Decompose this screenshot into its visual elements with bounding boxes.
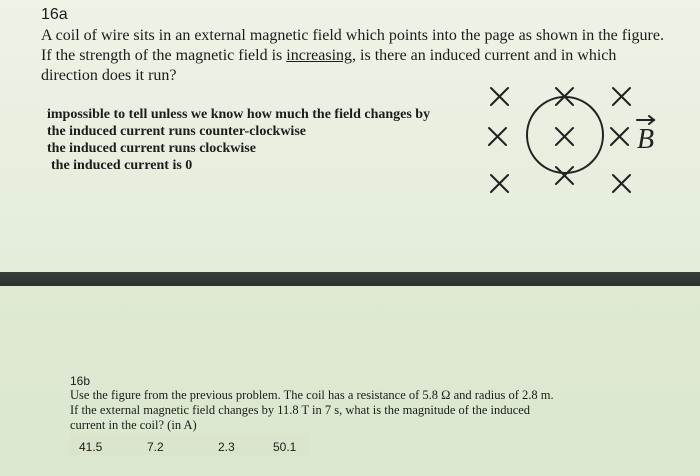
answer-option-3[interactable]: 2.3 (218, 440, 235, 454)
choice-counter-clockwise[interactable]: the induced current runs counter-clockwise (47, 124, 306, 139)
q16b-line-1: Use the figure from the previous problem. The coil has a resistance of 5.8 Ω and radius of 2.8 m. (70, 388, 554, 402)
q16b-line-2: If the external magnetic field changes by 11.8 T in 7 s, what is the magnitude of the induced (70, 403, 531, 417)
prompt-emphasis: increasing (286, 47, 353, 64)
field-x-mark-9 (613, 175, 630, 192)
prompt-line-2a: If the strength of the magnetic field is (41, 47, 287, 64)
vector-arrow-icon (637, 116, 654, 124)
field-x-mark-4 (489, 128, 506, 145)
field-x-mark-8 (556, 167, 573, 184)
question-number-16a: 16a (41, 6, 68, 23)
prompt-line-2 (41, 46, 671, 66)
field-x-mark-5 (556, 128, 573, 145)
choice-impossible[interactable]: impossible to tell unless we know how much the field changes by (47, 107, 431, 122)
choice-zero[interactable]: the induced current is 0 (51, 158, 193, 173)
answer-option-2[interactable]: 7.2 (147, 440, 164, 454)
divider-bar (0, 272, 700, 286)
q16b-line-3: current in the coil? (in A) (70, 418, 197, 432)
answer-choices-16a (47, 106, 430, 174)
answer-option-4[interactable]: 50.1 (273, 440, 297, 454)
field-x-mark-3 (613, 88, 630, 105)
choice-clockwise[interactable]: the induced current runs clockwise (47, 141, 256, 156)
magnetic-field-figure (470, 80, 670, 205)
field-x-mark-1 (491, 88, 508, 105)
prompt-line-3: direction does it run? (41, 67, 177, 84)
question-16b-prompt (70, 388, 650, 433)
question-16a-prompt (41, 26, 671, 86)
field-label-b: B (637, 124, 655, 155)
field-x-mark-7 (491, 175, 508, 192)
answer-options-16b (70, 433, 310, 455)
prompt-line-2b: , is there an induced current and in which (352, 47, 617, 64)
prompt-line-1: A coil of wire sits in an external magnetic field which points into the page as shown in the figure. (41, 27, 664, 44)
question-number-16b: 16b (70, 374, 91, 388)
answer-option-1[interactable]: 41.5 (79, 440, 103, 454)
field-x-mark-6 (611, 128, 628, 145)
